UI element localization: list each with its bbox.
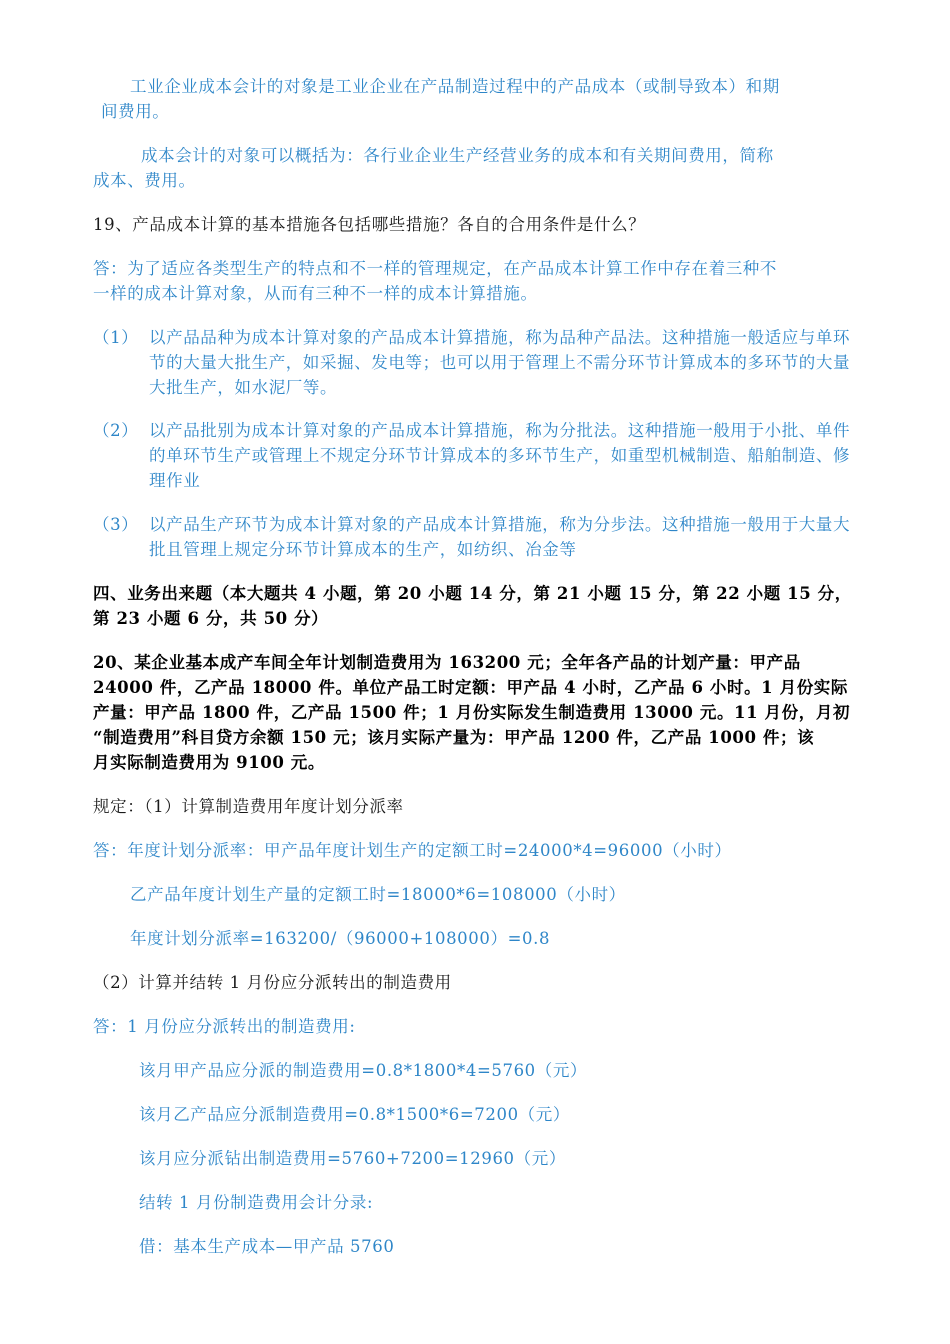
requirement-1: 规定：（1）计算制造费用年度计划分派率 [93, 797, 404, 816]
answer-2-line-4: 该月应分派钻出制造费用=5760+7200=12960（元） [139, 1149, 566, 1168]
list-item-3-number: （3） [93, 515, 139, 534]
question-20-line-1: 20、某企业基本成产车间全年计划制造费用为 163200 元；全年各产品的计划产量：甲产品 [93, 653, 801, 672]
paragraph-2-line-1: 成本会计的对象可以概括为：各行业企业生产经营业务的成本和有关期间费用，简称 [141, 146, 774, 165]
list-item-3-text: 以产品生产环节为成本计算对象的产品成本计算措施，称为分步法。这种措施一般用于大量大批且管理上规定分环节计算成本的生产，如纺织、冶金等 [149, 515, 851, 559]
paragraph-2-line-2: 成本、费用。 [93, 171, 196, 190]
list-item-1 [93, 325, 863, 400]
answer-2-line-5: 结转 1 月份制造费用会计分录: [139, 1193, 374, 1212]
answer-2-line-3: 该月乙产品应分派制造费用=0.8*1500*6=7200（元） [139, 1105, 570, 1124]
list-item-2-number: （2） [93, 421, 139, 440]
list-item-3 [93, 512, 863, 562]
answer-2-line-1: 答：1 月份应分派转出的制造费用: [93, 1017, 356, 1036]
paragraph-1-line-2: 间费用。 [101, 102, 170, 121]
section-4-heading-line-2: 第 23 小题 6 分，共 50 分） [93, 609, 329, 628]
list-item-2 [93, 418, 863, 493]
question-20-line-2: 24000 件，乙产品 18000 件。单位产品工时定额：甲产品 4 小时，乙产品 6 小时。1 月份实际 [93, 678, 849, 697]
list-item-1-number: （1） [93, 328, 139, 347]
question-20-line-5: 月实际制造费用为 9100 元。 [93, 753, 326, 772]
question-19: 19、产品成本计算的基本措施各包括哪些措施？各自的合用条件是什么？ [93, 215, 646, 234]
list-item-2-text: 以产品批别为成本计算对象的产品成本计算措施，称为分批法。这种措施一般用于小批、单件的单环节生产或管理上不规定分环节计算成本的多环节生产，如重型机械制造、船舶制造、修理作业 [149, 421, 851, 490]
list-item-1-text: 以产品品种为成本计算对象的产品成本计算措施，称为品种产品法。这种措施一般适应与单环节的大量大批生产，如采掘、发电等；也可以用于管理上不需分环节计算成本的多环节的大量大批生产，如水泥厂等。 [149, 328, 851, 397]
answer-19-line-1: 答：为了适应各类型生产的特点和不一样的管理规定，在产品成本计算工作中存在着三种不 [93, 259, 777, 278]
paragraph-1-line-1: 工业企业成本会计的对象是工业企业在产品制造过程中的产品成本（或制导致本）和期 [130, 77, 780, 96]
question-20-line-4: “制造费用”科目贷方余额 150 元；该月实际产量为：甲产品 1200 件，乙产品 1000 件；该 [93, 728, 815, 747]
answer-19-line-2: 一样的成本计算对象，从而有三种不一样的成本计算措施。 [93, 284, 538, 303]
question-20-line-3: 产量：甲产品 1800 件，乙产品 1500 件；1 月份实际发生制造费用 13000 元。11 月份，月初 [93, 703, 851, 722]
answer-2-line-6: 借：基本生产成本—甲产品 5760 [139, 1237, 395, 1256]
answer-1-line-3: 年度计划分派率=163200/（96000+108000）=0.8 [130, 929, 551, 948]
requirement-2: （2）计算并结转 1 月份应分派转出的制造费用 [93, 973, 452, 992]
answer-1-line-2: 乙产品年度计划生产量的定额工时=18000*6=108000（小时） [130, 885, 626, 904]
answer-2-line-2: 该月甲产品应分派的制造费用=0.8*1800*4=5760（元） [139, 1061, 588, 1080]
section-4-heading-line-1: 四、业务出来题（本大题共 4 小题，第 20 小题 14 分，第 21 小题 15 分，第 22 小题 15 分， [93, 584, 852, 603]
answer-1-line-1: 答：年度计划分派率：甲产品年度计划生产的定额工时=24000*4=96000（小时） [93, 841, 732, 860]
